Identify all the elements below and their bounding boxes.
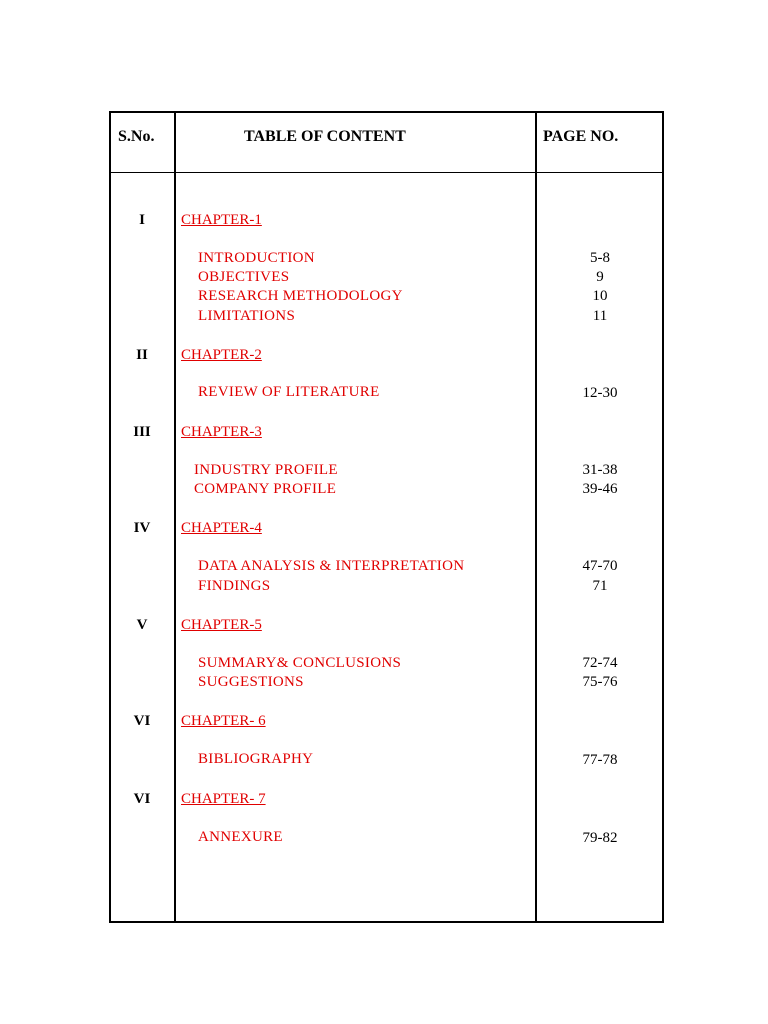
toc-entry-page: 77-78 xyxy=(582,752,618,768)
toc-entry-page: 39-46 xyxy=(582,481,618,497)
column-divider-page xyxy=(535,111,537,923)
chapter-heading: CHAPTER-3 xyxy=(181,424,262,440)
chapter-number: II xyxy=(136,347,148,363)
toc-entry-title: LIMITATIONS xyxy=(198,308,296,324)
chapter-heading: CHAPTER-4 xyxy=(181,520,262,536)
chapter-number: V xyxy=(136,617,148,633)
toc-entry-page: 12-30 xyxy=(582,385,618,401)
toc-entry-page: 79-82 xyxy=(582,830,618,846)
chapter-number: VI xyxy=(133,713,151,729)
toc-entry-page: 9 xyxy=(596,269,604,285)
toc-entry-title: ANNEXURE xyxy=(198,829,283,845)
toc-entry-title: SUMMARY& CONCLUSIONS xyxy=(198,655,402,671)
toc-entry-page: 5-8 xyxy=(590,250,610,266)
toc-entry-title: BIBLIOGRAPHY xyxy=(198,751,314,767)
chapter-heading: CHAPTER- 6 xyxy=(181,713,266,729)
toc-entry-page: 71 xyxy=(592,578,608,594)
toc-entry-page: 10 xyxy=(592,288,608,304)
toc-entry-page: 31-38 xyxy=(582,462,618,478)
chapter-number: III xyxy=(133,424,151,440)
chapter-heading: CHAPTER-5 xyxy=(181,617,262,633)
chapter-number: I xyxy=(139,212,145,228)
header-page-no: PAGE NO. xyxy=(543,128,619,145)
chapter-number: IV xyxy=(133,520,151,536)
chapter-heading: CHAPTER- 7 xyxy=(181,791,266,807)
header-sno: S.No. xyxy=(118,128,155,145)
toc-entry-page: 75-76 xyxy=(582,674,618,690)
header-title: TABLE OF CONTENT xyxy=(244,128,406,145)
toc-entry-title: SUGGESTIONS xyxy=(198,674,304,690)
toc-entry-page: 47-70 xyxy=(582,558,618,574)
chapter-heading: CHAPTER-1 xyxy=(181,212,262,228)
chapter-number: VI xyxy=(133,791,151,807)
header-divider xyxy=(109,172,664,173)
chapter-heading: CHAPTER-2 xyxy=(181,347,262,363)
toc-entry-title: COMPANY PROFILE xyxy=(194,481,337,497)
toc-entry-title: OBJECTIVES xyxy=(198,269,290,285)
toc-entry-title: DATA ANALYSIS & INTERPRETATION xyxy=(198,558,465,574)
toc-entry-page: 72-74 xyxy=(582,655,618,671)
toc-entry-title: INTRODUCTION xyxy=(198,250,315,266)
toc-entry-title: RESEARCH METHODOLOGY xyxy=(198,288,403,304)
toc-entry-title: REVIEW OF LITERATURE xyxy=(198,384,380,400)
toc-entry-title: FINDINGS xyxy=(198,578,271,594)
toc-entry-page: 11 xyxy=(592,308,608,324)
toc-entry-title: INDUSTRY PROFILE xyxy=(194,462,338,478)
